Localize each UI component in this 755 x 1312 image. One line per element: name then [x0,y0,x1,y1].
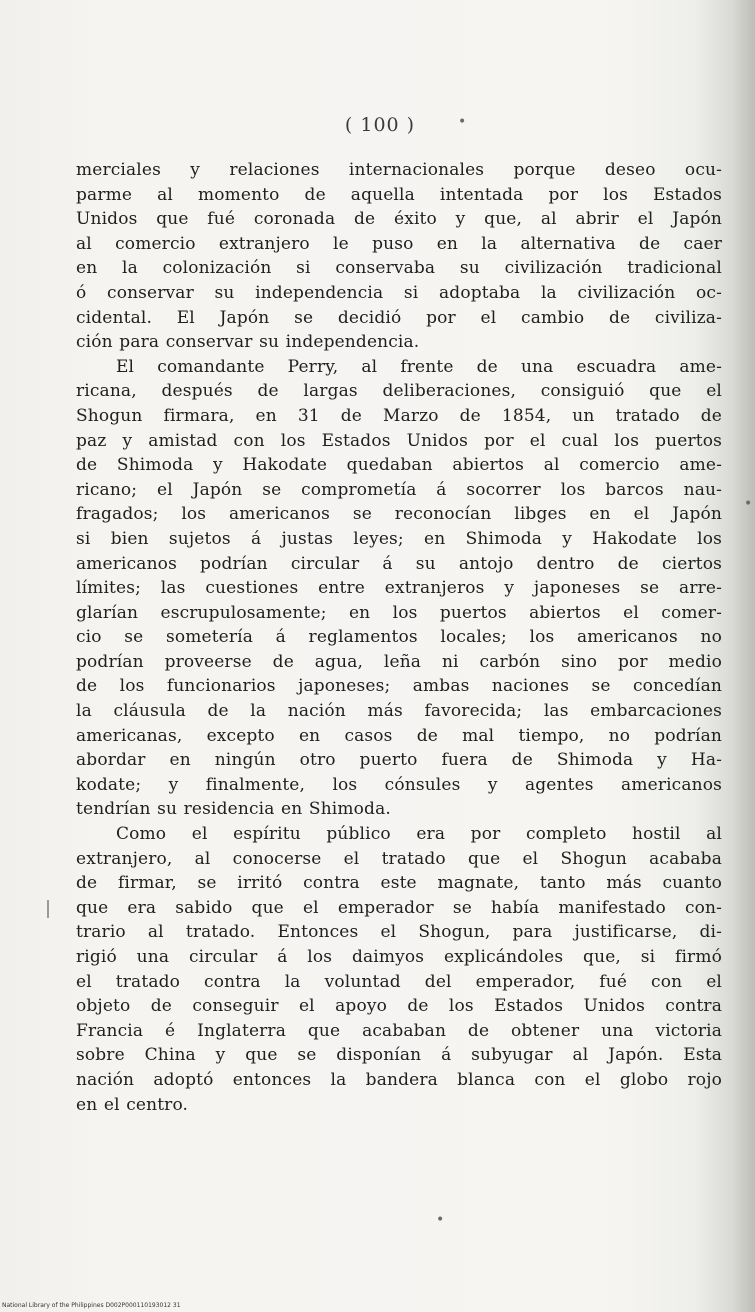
text-line: si bien sujetos á justas leyes; en Shimoda y Hakodate los [76,528,722,549]
text-line: El comandante Perry, al frente de una escuadra ame- [116,356,722,377]
text-line: que era sabido que el emperador se había manifestado con- [76,897,722,918]
text-line: límites; las cuestiones entre extranjeros y japoneses se arre- [76,578,722,599]
text-line: cidental. El Japón se decidió por el cambio de civiliza- [76,307,722,328]
text-line: el tratado contra la voluntad del emperador, fué con el [76,971,722,992]
text-line: nación adoptó entonces la bandera blanca con el globo rojo [76,1069,722,1090]
text-line: sobre China y que se disponían á subyugar al Japón. Esta [76,1045,722,1066]
text-line: trario al tratado. Entonces el Shogun, para justificarse, di- [76,922,722,943]
text-line: en la colonización si conservaba su civilización tradicional [76,258,722,279]
page-number: ( 100 ) [344,114,416,136]
text-line: la cláusula de la nación más favorecida; las embarcaciones [76,701,722,722]
text-line: merciales y relaciones internacionales porque deseo ocu- [76,160,722,180]
text-line: abordar en ningún otro puerto fuera de Shimoda y Ha- [76,750,722,771]
text-line: paz y amistad con los Estados Unidos por el cual los puertos [76,430,722,451]
text-line: Unidos que fué coronada de éxito y que, al abrir el Japón [76,209,722,230]
text-line: ó conservar su independencia si adoptaba la civilización oc- [76,282,722,303]
stray-mark-bottom: • [436,1212,445,1228]
text-line: de los funcionarios japoneses; ambas naciones se concedían [76,676,722,697]
text-line: ricano; el Japón se comprometía á socorrer los barcos nau- [76,479,722,500]
text-line: kodate; y finalmente, los cónsules y agentes americanos [76,774,722,795]
text-line: de Shimoda y Hakodate quedaban abiertos al comercio ame- [76,455,722,476]
text-line: de firmar, se irritó contra este magnate, tanto más cuanto [76,873,722,894]
text-line: objeto de conseguir el apoyo de los Estados Unidos contra [76,996,722,1017]
text-line: americanas, excepto en casos de mal tiempo, no podrían [76,725,722,746]
text-line: en el centro. [76,1094,189,1115]
text-line: Como el espíritu público era por completo hostil al [116,824,722,845]
text-line: Francia é Inglaterra que acababan de obtener una victoria [76,1020,722,1041]
stray-mark-top: • [458,114,467,130]
margin-mark [47,900,49,918]
stray-mark-right: • [744,496,753,512]
text-line: ricana, después de largas deliberaciones, consiguió que el [76,381,722,402]
text-line: cio se sometería á reglamentos locales; los americanos no [76,627,722,648]
text-line: extranjero, al conocerse el tratado que el Shogun acababa [76,848,722,869]
text-line: fragados; los americanos se reconocían libges en el Japón [76,504,722,525]
library-credit: National Library of the Philippines D002P000110193012 31 [2,1302,181,1309]
text-line: Shogun firmara, en 31 de Marzo de 1854, un tratado de [76,405,722,426]
text-line: al comercio extranjero le puso en la alternativa de caer [76,233,722,254]
text-line: glarían escrupulosamente; en los puertos abiertos el comer- [76,602,722,623]
text-line: parme al momento de aquella intentada por los Estados [76,184,722,205]
text-line: tendrían su residencia en Shimoda. [76,799,391,820]
text-line: ción para conservar su independencia. [76,332,420,353]
text-line: rigió una circular á los daimyos explicándoles que, si firmó [76,947,722,967]
body-text [76,158,722,1117]
text-line: americanos podrían circular á su antojo dentro de ciertos [76,553,722,574]
text-line: podrían proveerse de agua, leña ni carbón sino por medio [76,651,722,672]
